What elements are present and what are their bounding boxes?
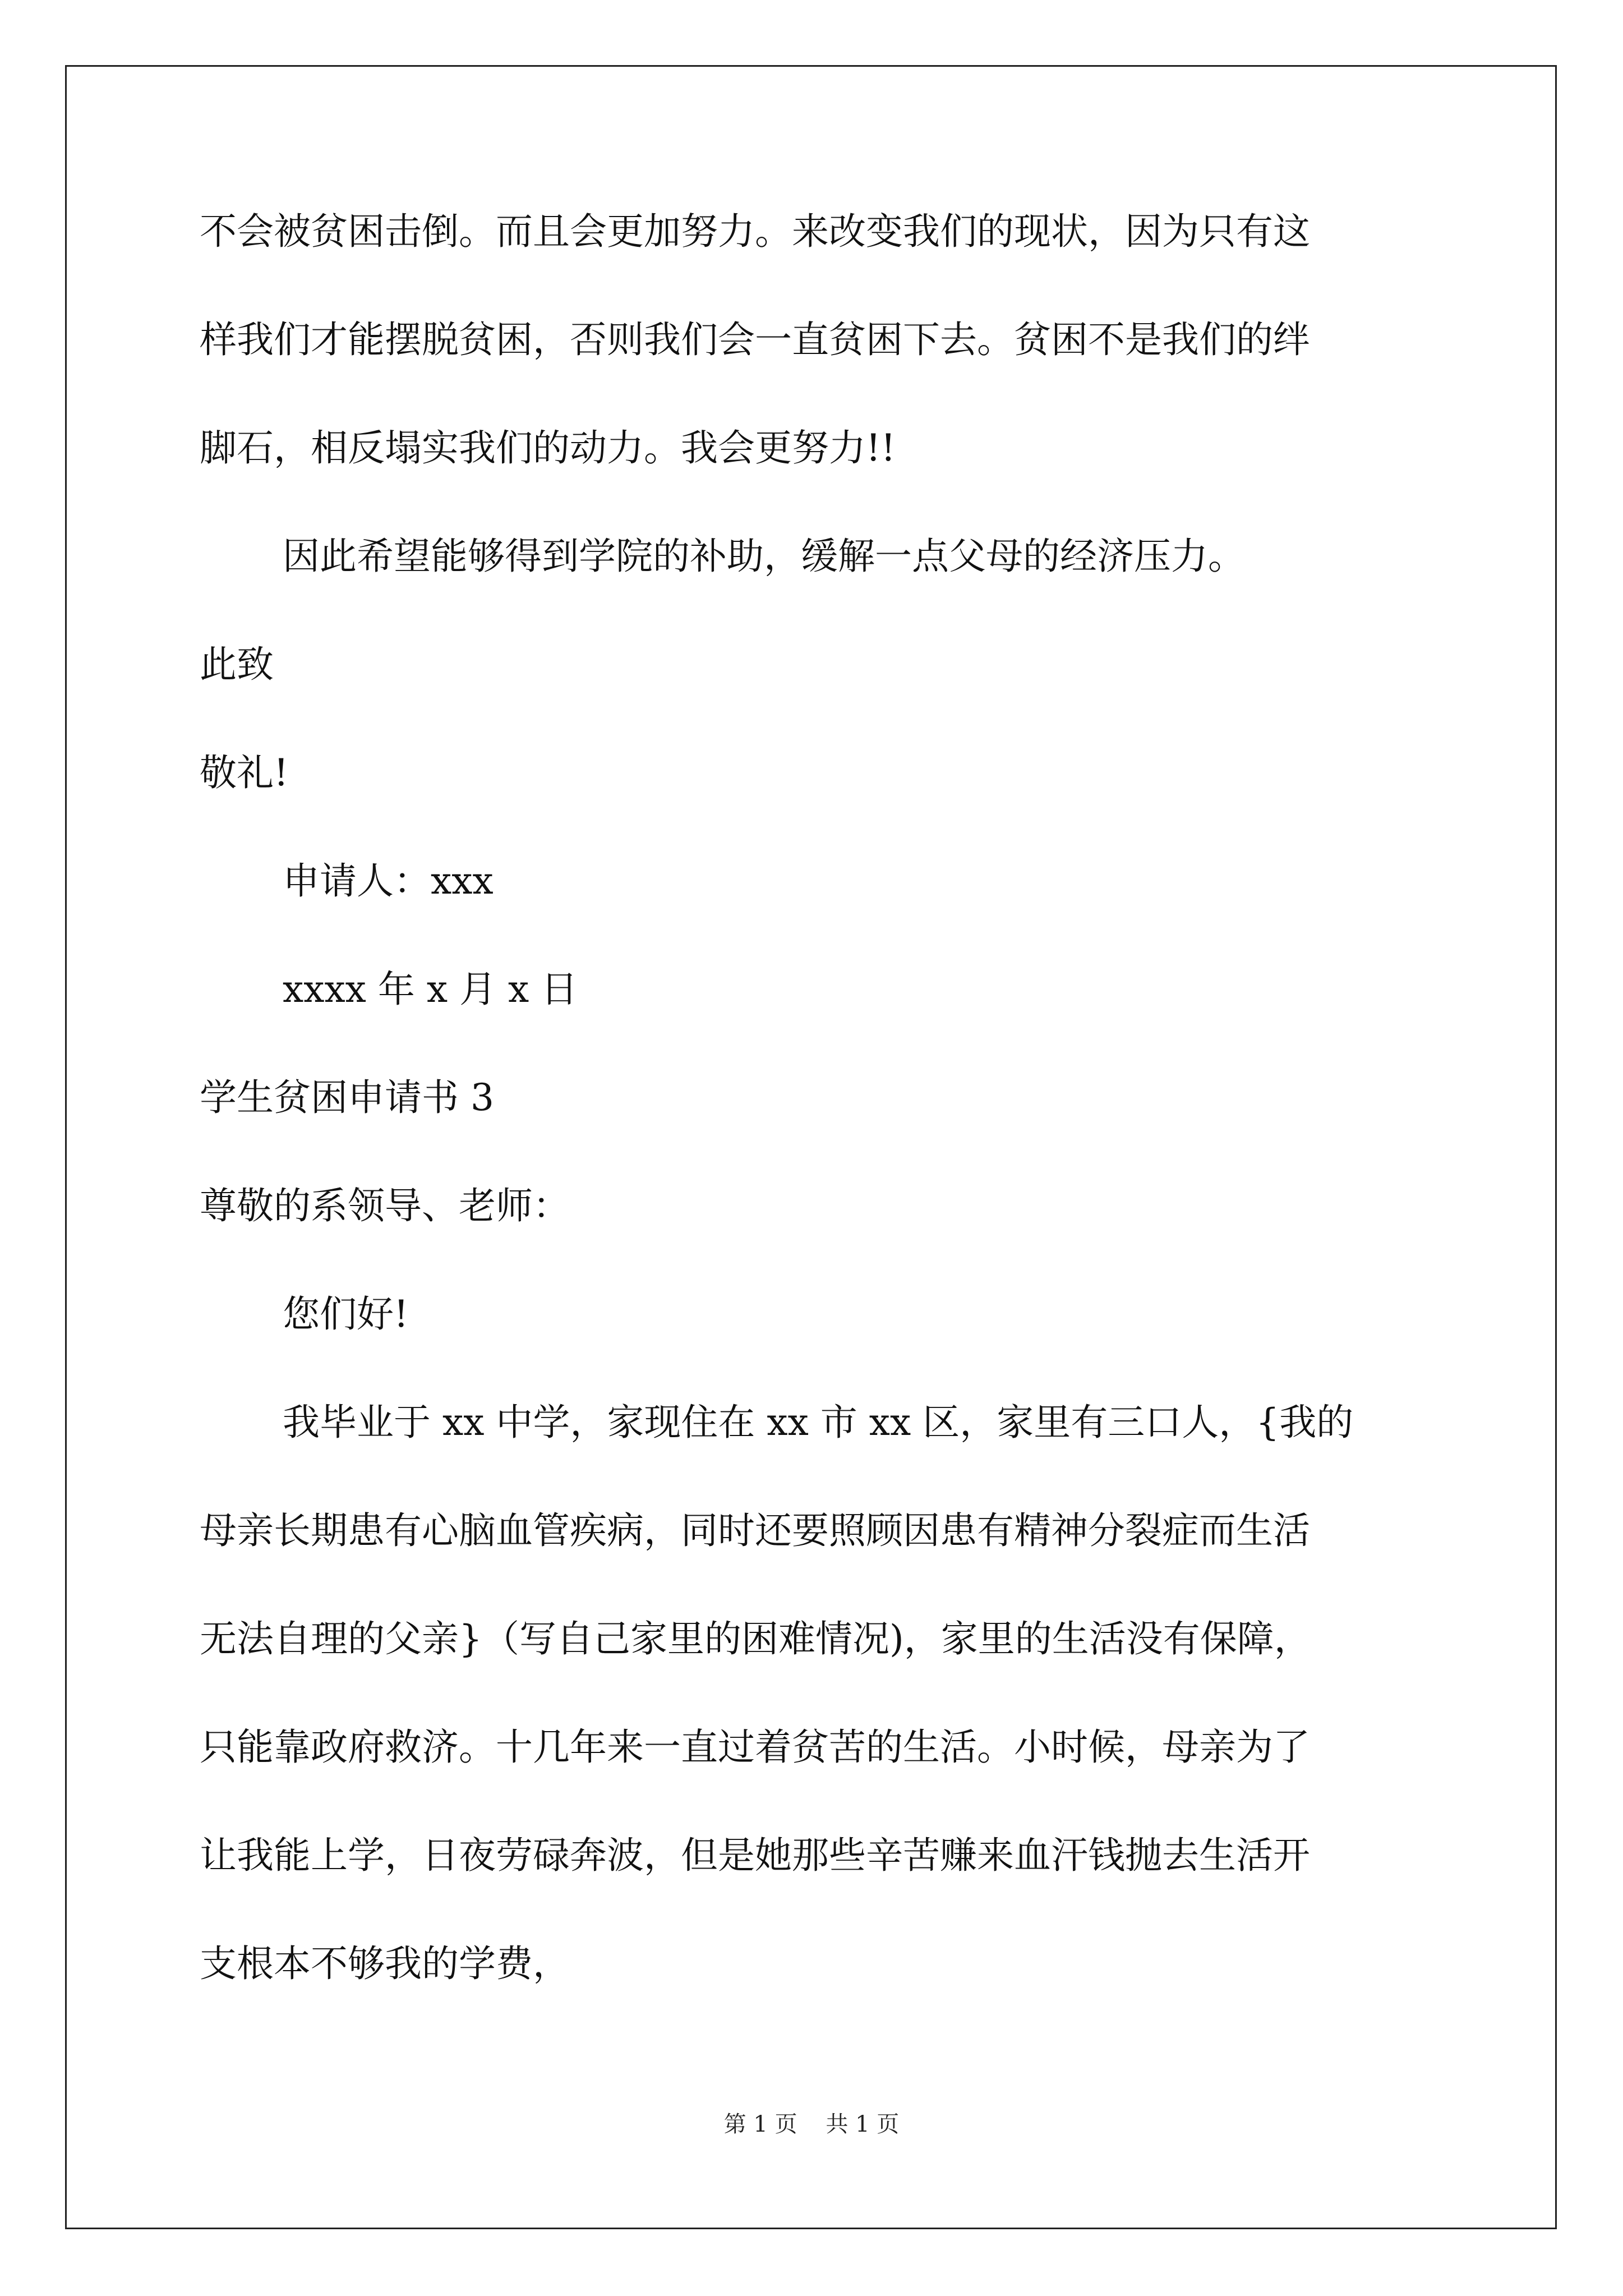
section-title: 学生贫困申请书 3 — [200, 1076, 494, 1119]
text-line: 不会被贫困击倒。而且会更加努力。来改变我们的现状，因为只有这 — [200, 210, 1310, 253]
text-line: 让我能上学，日夜劳碌奔波，但是她那些辛苦赚来血汗钱抛去生活开 — [200, 1834, 1310, 1877]
text-line: 样我们才能摆脱贫困，否则我们会一直贫困下去。贫困不是我们的绊 — [200, 318, 1310, 361]
page-footer: 第 1 页 共 1 页 — [723, 2111, 900, 2137]
applicant-signature: 申请人：xxx — [283, 859, 494, 903]
addressee: 尊敬的系领导、老师： — [200, 1184, 570, 1227]
text-line: 脚石，相反塌实我们的动力。我会更努力!! — [200, 426, 896, 470]
salutation-jing-li: 敬礼! — [200, 751, 289, 794]
greeting: 您们好! — [283, 1292, 409, 1336]
text-line: 无法自理的父亲}（写自己家里的困难情况)，家里的生活没有保障， — [200, 1617, 1311, 1660]
text-line: 母亲长期患有心脑血管疾病，同时还要照顾因患有精神分裂症而生活 — [200, 1509, 1310, 1552]
salutation-ci-zhi: 此致 — [200, 643, 274, 686]
date-line: xxxx 年 x 月 x 日 — [283, 968, 578, 1011]
text-line: 支根本不够我的学费， — [200, 1942, 570, 1985]
text-line: 因此希望能够得到学院的补助，缓解一点父母的经济压力。 — [283, 535, 1245, 578]
text-line: 我毕业于 xx 中学，家现住在 xx 市 xx 区，家里有三口人，{我的 — [283, 1401, 1354, 1444]
document-body — [200, 210, 1433, 2054]
text-line: 只能靠政府救济。十几年来一直过着贫苦的生活。小时候，母亲为了 — [200, 1726, 1310, 1769]
